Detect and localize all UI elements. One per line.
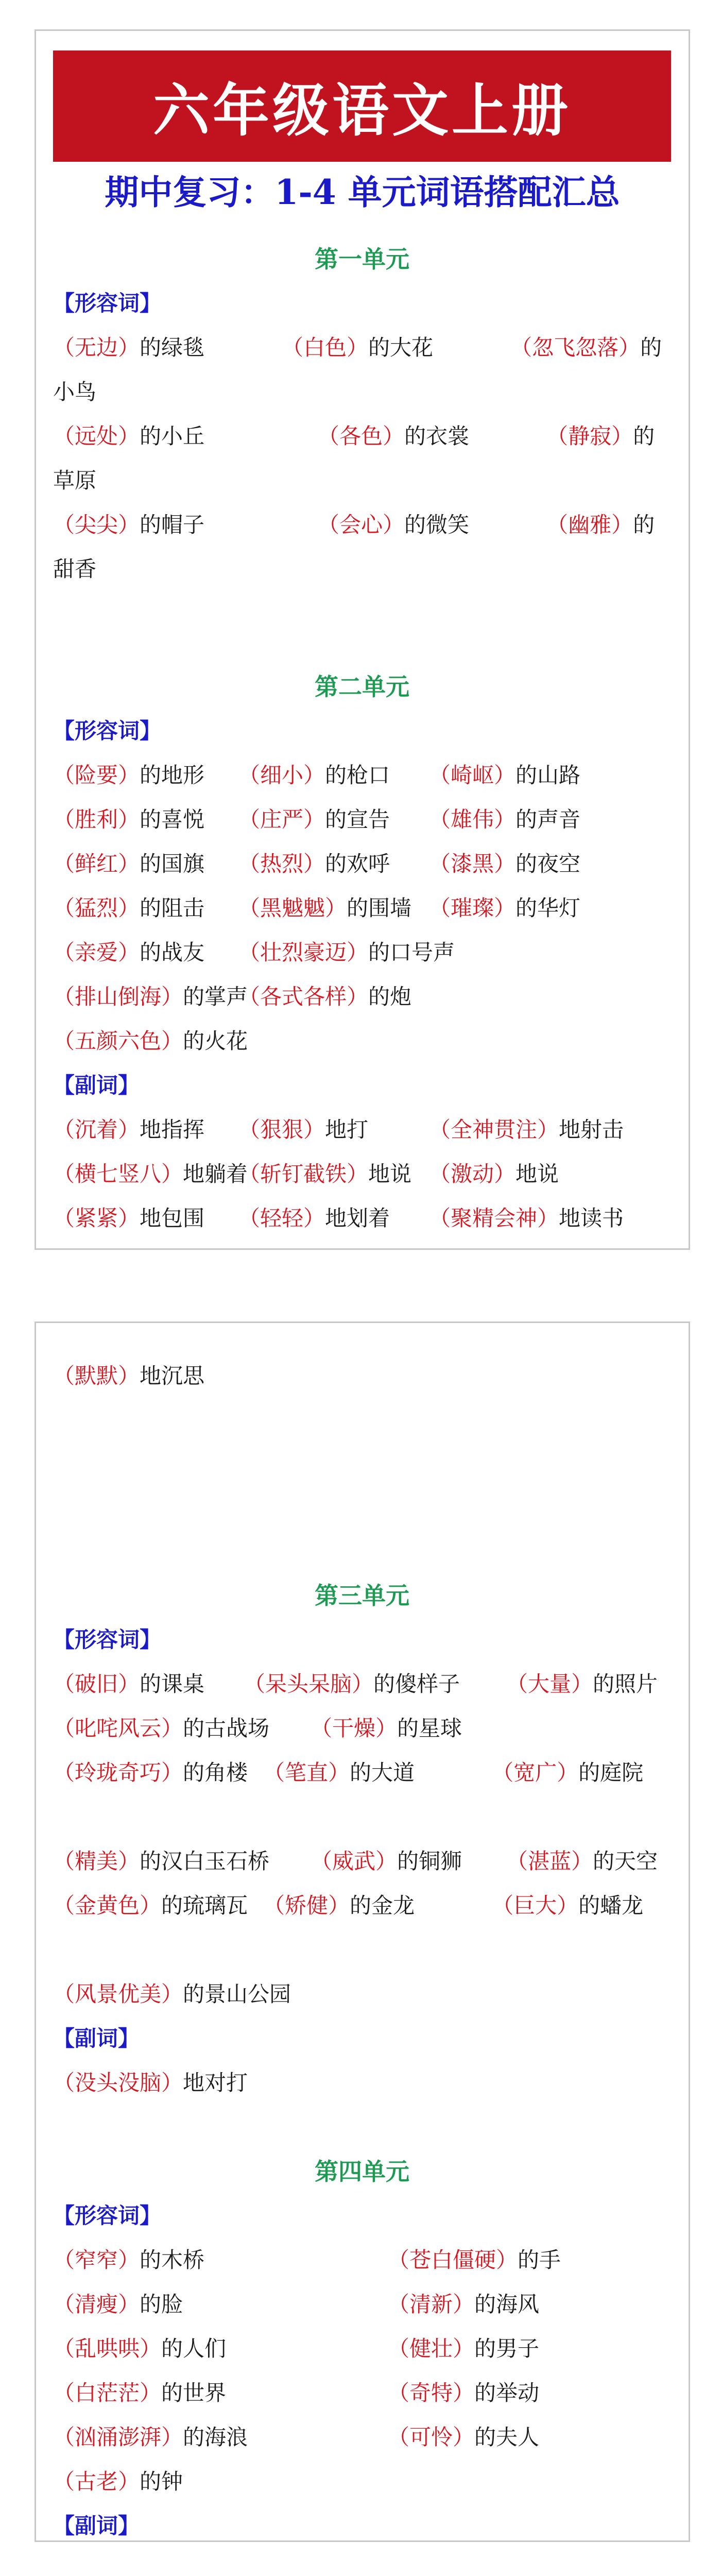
phrase-pair — [238, 753, 390, 798]
phrase-pair — [53, 2282, 183, 2327]
unit-3-adverb-label: 【副词】 — [53, 2026, 140, 2051]
phrase-noun: 地沉思 — [140, 1363, 205, 1388]
phrase-noun: 的大花 — [368, 335, 434, 360]
phrase-noun: 的角楼 — [183, 1760, 248, 1785]
phrase-pair — [53, 2327, 226, 2371]
page-title: 六年级语文上册 — [153, 77, 571, 144]
unit-2-adverb-list — [53, 1108, 671, 1241]
unit-1-row-1 — [53, 326, 671, 414]
phrase-noun: 的世界 — [161, 2380, 227, 2405]
phrase-pair — [238, 798, 390, 842]
phrase-word: （乱哄哄） — [53, 2336, 162, 2361]
unit-2-adverb-label: 【副词】 — [53, 1073, 140, 1098]
phrase-word: （巨大） — [492, 1893, 579, 1918]
phrase-row — [53, 798, 671, 842]
unit-2-adjective-label: 【形容词】 — [53, 718, 162, 743]
phrase-noun: 的帽子 — [140, 512, 205, 537]
phrase-word: （笔直） — [263, 1760, 350, 1785]
phrase-pair — [53, 1019, 248, 1063]
document-page-1 — [35, 29, 690, 1250]
phrase-noun: 的庭院 — [578, 1760, 644, 1785]
phrase-pair — [311, 1839, 462, 1884]
phrase-noun: 的钟 — [140, 2469, 183, 2494]
phrase-word: （远处） — [53, 423, 140, 449]
phrase-pair — [238, 1108, 368, 1152]
phrase-row — [53, 1706, 671, 1751]
phrase-pair — [244, 1662, 460, 1706]
phrase-word: （胜利） — [53, 807, 140, 832]
phrase-noun: 的火花 — [183, 1028, 248, 1054]
unit-3-row-1 — [53, 1662, 671, 1706]
phrase-noun: 的海风 — [474, 2292, 540, 2317]
phrase-word: （各式各样） — [238, 984, 369, 1009]
phrase-word: （可怜） — [388, 2425, 475, 2450]
phrase-word: （沉着） — [53, 1117, 140, 1142]
unit-1-title: 第一单元 — [315, 245, 409, 273]
phrase-row — [53, 842, 671, 886]
phrase-word: （玲珑奇巧） — [53, 1760, 183, 1785]
unit-2-adjective-list — [53, 753, 671, 1063]
phrase-noun: 的夫人 — [474, 2425, 540, 2450]
phrase-noun: 的海浪 — [183, 2425, 248, 2450]
phrase-noun: 的金龙 — [350, 1893, 415, 1918]
phrase-pair — [53, 1706, 269, 1751]
phrase-word: （全神贯注） — [429, 1117, 559, 1142]
phrase-noun: 的木桥 — [140, 2247, 205, 2273]
phrase-word: （无边） — [53, 335, 140, 360]
phrase-word: （聚精会神） — [429, 1206, 559, 1231]
phrase-pair — [53, 1152, 248, 1196]
phrase-noun: 的举动 — [474, 2380, 540, 2405]
phrase-noun: 的星球 — [397, 1716, 462, 1741]
phrase-word: （雄伟） — [429, 807, 516, 832]
phrase-pair — [388, 2415, 539, 2460]
phrase-pair — [429, 842, 580, 886]
phrase-noun: 的草原 — [53, 423, 655, 493]
page-subtitle: 期中复习：1-4 单元词语搭配汇总 — [105, 172, 620, 212]
phrase-row — [53, 1839, 671, 1884]
phrase-word: （幽雅） — [546, 512, 633, 537]
phrase-word: （苍白僵硬） — [388, 2247, 518, 2273]
phrase-noun: 的手 — [518, 2247, 561, 2273]
phrase-pair — [388, 2371, 539, 2415]
phrase-word: （大量） — [506, 1671, 593, 1697]
phrase-noun: 的甜香 — [53, 512, 655, 582]
phrase-pair — [53, 930, 204, 975]
phrase-noun: 的傻样子 — [373, 1671, 460, 1697]
unit-3-row-6 — [53, 1972, 671, 2016]
unit-3-row-3 — [53, 1751, 671, 1839]
phrase-noun: 的夜空 — [516, 851, 581, 876]
phrase-row — [53, 753, 671, 798]
phrase-word: （古老） — [53, 2469, 140, 2494]
phrase-word: （呆头呆脑） — [244, 1671, 374, 1697]
phrase-pair — [53, 2061, 248, 2105]
phrase-noun: 的琉璃瓦 — [161, 1893, 248, 1918]
phrase-noun: 的炮 — [368, 984, 412, 1009]
phrase-noun: 地躺着 — [183, 1161, 248, 1187]
phrase-pair — [238, 930, 455, 975]
phrase-row — [53, 2238, 671, 2282]
phrase-pair — [429, 1152, 559, 1196]
phrase-row — [53, 930, 671, 975]
phrase-word: （威武） — [311, 1849, 398, 1874]
phrase-noun: 的脸 — [140, 2292, 183, 2317]
phrase-word: （会心） — [318, 512, 405, 537]
phrase-pair — [506, 1839, 658, 1884]
phrase-noun: 地射击 — [559, 1117, 624, 1142]
phrase-word: （宽广） — [492, 1760, 579, 1785]
phrase-row — [53, 886, 671, 930]
phrase-noun: 的景山公园 — [183, 1981, 291, 2007]
unit-2-title: 第二单元 — [315, 673, 409, 701]
phrase-noun: 的宣告 — [325, 807, 390, 832]
phrase-noun: 的男子 — [474, 2336, 540, 2361]
phrase-word: （干燥） — [311, 1716, 398, 1741]
phrase-word: （排山倒海） — [53, 984, 183, 1009]
phrase-pair — [429, 1108, 624, 1152]
unit-1-row-2 — [53, 414, 671, 503]
phrase-noun: 地说 — [516, 1161, 559, 1187]
phrase-row — [53, 2061, 671, 2105]
phrase-noun: 的声音 — [516, 807, 581, 832]
phrase-word: （热烈） — [238, 851, 325, 876]
phrase-word: （奇特） — [388, 2380, 475, 2405]
phrase-row — [53, 1662, 671, 1706]
phrase-word: （精美） — [53, 1849, 140, 1874]
phrase-pair — [53, 798, 204, 842]
phrase-word: （斩钉截铁） — [238, 1161, 369, 1187]
phrase-noun: 的绿毯 — [140, 335, 205, 360]
phrase-word: （风景优美） — [53, 1981, 183, 2007]
phrase-pair — [53, 1108, 204, 1152]
phrase-row — [53, 2327, 671, 2371]
phrase-noun: 的阻击 — [140, 895, 205, 921]
phrase-word: （紧紧） — [53, 1206, 140, 1231]
phrase-row — [53, 2371, 671, 2415]
phrase-word: （险要） — [53, 762, 140, 788]
phrase-noun: 的古战场 — [183, 1716, 270, 1741]
phrase-noun: 的枪口 — [325, 762, 390, 788]
phrase-word: （汹涌澎湃） — [53, 2425, 183, 2450]
phrase-noun: 的大道 — [350, 1760, 415, 1785]
phrase-pair — [53, 2371, 226, 2415]
phrase-pair — [53, 886, 204, 930]
phrase-word: （金黄色） — [53, 1893, 162, 1918]
phrase-word: （五颜六色） — [53, 1028, 183, 1054]
phrase-word: （猛烈） — [53, 895, 140, 921]
page-title-banner — [53, 50, 671, 162]
phrase-word: （矫健） — [263, 1893, 350, 1918]
phrase-word: （壮烈豪迈） — [238, 940, 369, 965]
phrase-noun: 的小丘 — [140, 423, 205, 449]
phrase-word: （细小） — [238, 762, 325, 788]
phrase-word: （轻轻） — [238, 1206, 325, 1231]
phrase-pair — [238, 842, 390, 886]
phrase-row — [53, 1972, 671, 2016]
phrase-word: （鲜红） — [53, 851, 140, 876]
phrase-word: （庄严） — [238, 807, 325, 832]
phrase-noun: 地划着 — [325, 1206, 390, 1231]
unit-4-title: 第四单元 — [315, 2158, 409, 2185]
phrase-word: （璀璨） — [429, 895, 516, 921]
phrase-noun: 的微笑 — [404, 512, 470, 537]
phrase-noun: 的围墙 — [347, 895, 412, 921]
phrase-word: （没头没脑） — [53, 2070, 183, 2095]
unit-3-adjective-label: 【形容词】 — [53, 1627, 162, 1652]
phrase-word: （崎岖） — [429, 762, 516, 788]
phrase-noun: 的蟠龙 — [578, 1893, 644, 1918]
phrase-pair — [388, 2327, 539, 2371]
phrase-pair — [53, 1972, 291, 2016]
phrase-word: （健壮） — [388, 2336, 475, 2361]
phrase-word: （清瘦） — [53, 2292, 140, 2317]
document-page-2 — [35, 1321, 690, 2542]
phrase-pair — [388, 2238, 561, 2282]
phrase-word: （黑魆魆） — [238, 895, 347, 921]
unit-1-section — [53, 237, 671, 591]
phrase-word: （窄窄） — [53, 2247, 140, 2273]
phrase-pair — [53, 2415, 248, 2460]
phrase-row — [53, 1152, 671, 1196]
phrase-noun: 的铜狮 — [397, 1849, 462, 1874]
phrase-word: （叱咤风云） — [53, 1716, 183, 1741]
phrase-word: （横七竖八） — [53, 1161, 183, 1187]
unit-3-adverb-row — [53, 2061, 671, 2105]
page-2-content — [53, 1354, 671, 2548]
phrase-word: （默默） — [53, 1363, 140, 1388]
phrase-row — [53, 1019, 671, 1063]
phrase-row — [53, 1196, 671, 1241]
unit-4-adjective-label: 【形容词】 — [53, 2203, 162, 2228]
phrase-pair — [53, 2460, 183, 2504]
phrase-noun: 的战友 — [140, 940, 205, 965]
unit-4-adverb-label: 【副词】 — [53, 2513, 140, 2538]
phrase-noun: 的口号声 — [368, 940, 455, 965]
phrase-noun: 的人们 — [161, 2336, 227, 2361]
phrase-noun: 的汉白玉石桥 — [140, 1849, 270, 1874]
phrase-noun: 地指挥 — [140, 1117, 205, 1142]
phrase-noun: 的课桌 — [140, 1671, 205, 1697]
phrase-row — [53, 1108, 671, 1152]
phrase-pair — [238, 975, 411, 1019]
phrase-pair — [388, 2282, 539, 2327]
unit-2-section — [53, 665, 671, 1241]
unit-4-adjective-list — [53, 2238, 671, 2504]
phrase-word: （清新） — [388, 2292, 475, 2317]
phrase-word: （漆黑） — [429, 851, 516, 876]
phrase-noun: 地包围 — [140, 1206, 205, 1231]
phrase-pair — [238, 1196, 390, 1241]
phrase-noun: 的地形 — [140, 762, 205, 788]
phrase-pair — [238, 886, 411, 930]
phrase-word: （湛蓝） — [506, 1849, 593, 1874]
unit-2-carry-row — [53, 1354, 671, 1398]
phrase-noun: 的掌声 — [183, 984, 248, 1009]
unit-3-row-4 — [53, 1839, 671, 1884]
phrase-pair — [53, 1196, 204, 1241]
phrase-pair — [53, 2238, 204, 2282]
phrase-noun: 的欢呼 — [325, 851, 390, 876]
phrase-word: （忽飞忽落） — [510, 335, 641, 360]
unit-1-adjective-label: 【形容词】 — [53, 291, 162, 316]
phrase-row — [53, 2460, 671, 2504]
phrase-noun: 的照片 — [593, 1671, 658, 1697]
phrase-pair — [53, 1662, 204, 1706]
phrase-word: （各色） — [318, 423, 405, 449]
phrase-noun: 的衣裳 — [404, 423, 470, 449]
phrase-row — [53, 975, 671, 1019]
phrase-pair — [53, 842, 204, 886]
phrase-pair — [53, 975, 248, 1019]
phrase-noun: 的山路 — [516, 762, 581, 788]
unit-3-title: 第三单元 — [315, 1582, 409, 1609]
phrase-pair — [53, 1839, 269, 1884]
phrase-pair — [429, 886, 580, 930]
phrase-pair — [429, 798, 580, 842]
phrase-word: （静寂） — [546, 423, 633, 449]
phrase-row — [53, 2282, 671, 2327]
phrase-noun: 的华灯 — [516, 895, 581, 921]
phrase-noun: 地打 — [325, 1117, 369, 1142]
phrase-noun: 的天空 — [593, 1849, 658, 1874]
phrase-pair — [506, 1662, 658, 1706]
phrase-noun: 地说 — [368, 1161, 412, 1187]
phrase-word: （破旧） — [53, 1671, 140, 1697]
phrase-word: （亲爱） — [53, 940, 140, 965]
phrase-word: （白茫茫） — [53, 2380, 162, 2405]
phrase-pair — [238, 1152, 411, 1196]
phrase-noun: 地对打 — [183, 2070, 248, 2095]
phrase-word: （尖尖） — [53, 512, 140, 537]
phrase-pair — [429, 1196, 624, 1241]
phrase-noun: 地读书 — [559, 1206, 624, 1231]
phrase-noun: 的喜悦 — [140, 807, 205, 832]
phrase-noun: 的国旗 — [140, 851, 205, 876]
phrase-noun: 的小鸟 — [53, 335, 662, 404]
unit-1-row-3 — [53, 503, 671, 591]
phrase-word: （激动） — [429, 1161, 516, 1187]
phrase-pair — [311, 1706, 462, 1751]
unit-3-row-5 — [53, 1884, 671, 1972]
phrase-word: （狠狠） — [238, 1117, 325, 1142]
phrase-word: （白色） — [282, 335, 369, 360]
phrase-pair — [429, 753, 580, 798]
phrase-row — [53, 2415, 671, 2460]
unit-3-row-2 — [53, 1706, 671, 1751]
phrase-pair — [53, 753, 204, 798]
